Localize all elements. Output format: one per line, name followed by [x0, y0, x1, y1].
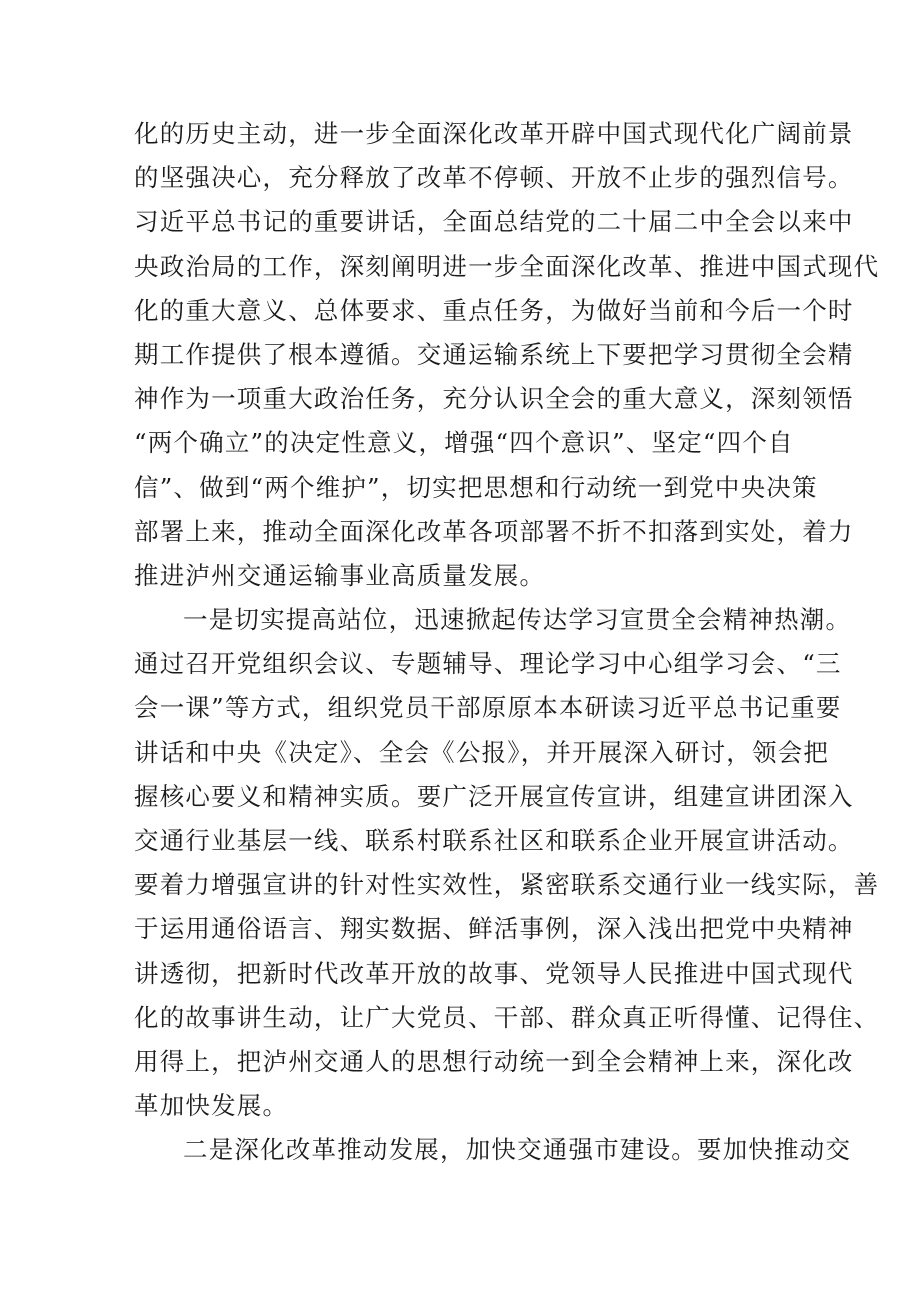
paragraph-2-line-9: 讲透彻，把新时代改革开放的故事、党领导人民推进中国式现代 [134, 958, 854, 988]
paragraph-1-line-3: 习近平总书记的重要讲话，全面总结党的二十届二中全会以来中 [134, 207, 854, 237]
paragraph-2-line-2: 通过召开党组织会议、专题辅导、理论学习中心组学习会、“三 [134, 649, 842, 679]
paragraph-2-line-11: 用得上，把泸州交通人的思想行动统一到全会精神上来，深化改 [134, 1046, 854, 1076]
paragraph-1-line-6: 期工作提供了根本遵循。交通运输系统上下要把学习贯彻全会精 [134, 339, 854, 369]
paragraph-2-line-1: 一是切实提高站位，迅速掀起传达学习宣贯全会精神热潮。 [183, 605, 852, 635]
paragraph-1-line-11: 推进泸州交通运输事业高质量发展。 [134, 560, 546, 590]
paragraph-1-line-7: 神作为一项重大政治任务，充分认识全会的重大意义，深刻领悟 [134, 384, 854, 414]
paragraph-2-line-8: 于运用通俗语言、翔实数据、鲜活事例，深入浅出把党中央精神 [134, 914, 854, 944]
paragraph-2-line-3: 会一课”等方式，组织党员干部原原本本研读习近平总书记重要 [134, 693, 842, 723]
paragraph-1-line-9: 信”、做到“两个维护”，切实把思想和行动统一到党中央决策 [134, 472, 818, 502]
paragraph-2-line-12: 革加快发展。 [134, 1091, 289, 1121]
paragraph-2-line-10: 化的故事讲生动，让广大党员、干部、群众真正听得懂、记得住、 [134, 1002, 880, 1032]
paragraph-1-line-1: 化的历史主动，进一步全面深化改革开辟中国式现代化广阔前景 [134, 119, 854, 148]
paragraph-2-line-4: 讲话和中央《决定》、全会《公报》，并开展深入研讨，领会把 [134, 737, 830, 767]
paragraph-1-line-2: 的坚强决心，充分释放了改革不停顿、开放不止步的强烈信号。 [134, 163, 854, 193]
paragraph-2-line-5: 握核心要义和精神实质。要广泛开展宣传宣讲，组建宣讲团深入 [134, 781, 854, 811]
paragraph-3-line-1: 二是深化改革推动发展，加快交通强市建设。要加快推动交 [183, 1135, 852, 1165]
document-body [134, 112, 880, 1173]
paragraph-1-line-4: 央政治局的工作，深刻阐明进一步全面深化改革、推进中国式现代 [134, 251, 880, 281]
paragraph-2-line-7: 要着力增强宣讲的针对性实效性，紧密联系交通行业一线实际，善 [134, 870, 880, 900]
paragraph-1-line-5: 化的重大意义、总体要求、重点任务，为做好当前和今后一个时 [134, 295, 854, 325]
paragraph-1-line-8: “两个确立”的决定性意义，增强“四个意识”、坚定“四个自 [134, 428, 794, 458]
paragraph-1-line-10: 部署上来，推动全面深化改革各项部署不折不扣落到实处，着力 [134, 516, 854, 546]
paragraph-2-line-6: 交通行业基层一线、联系村联系社区和联系企业开展宣讲活动。 [134, 826, 854, 855]
